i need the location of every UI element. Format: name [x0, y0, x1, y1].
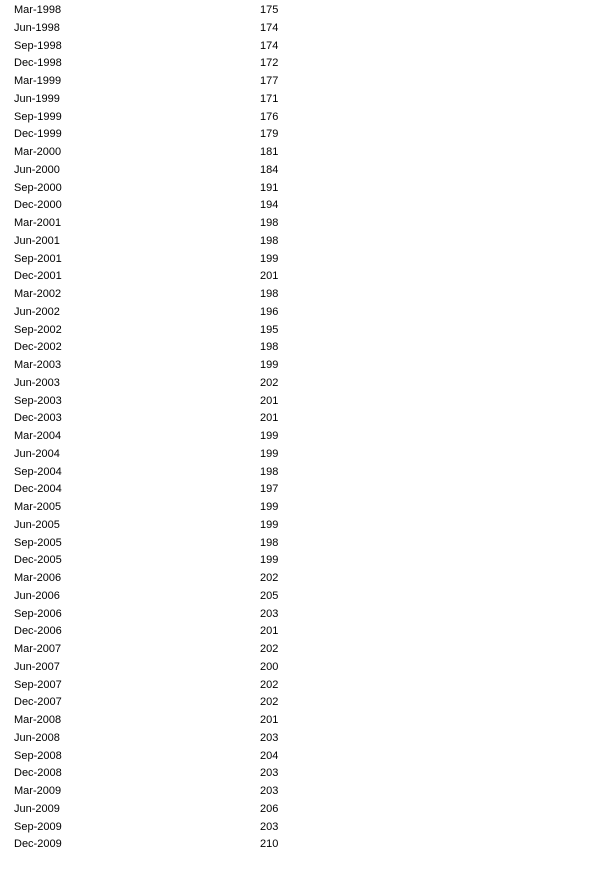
value-cell: 199 [260, 554, 279, 567]
date-cell: Mar-2009 [14, 785, 62, 797]
value-cell: 202 [260, 376, 279, 389]
value-cell: 203 [260, 820, 279, 833]
value-cell: 201 [260, 394, 279, 407]
value-cell: 174 [260, 39, 279, 52]
value-cell: 199 [260, 359, 279, 371]
date-cell: Dec-2009 [14, 838, 62, 851]
date-cell: Jun-2001 [14, 234, 60, 247]
date-cell: Dec-2002 [14, 341, 62, 354]
value-cell: 174 [260, 21, 279, 34]
value-cell: 196 [260, 305, 279, 318]
date-cell: Jun-2009 [14, 802, 60, 815]
date-cell: Sep-2008 [14, 749, 62, 762]
value-cell: 202 [260, 696, 279, 709]
date-cell: Mar-2003 [14, 359, 62, 371]
value-cell: 198 [260, 217, 279, 229]
value-cell: 199 [260, 430, 279, 442]
date-cell: Jun-2007 [14, 660, 60, 673]
date-cell: Sep-2009 [14, 820, 62, 833]
date-cell: Sep-2004 [14, 465, 62, 478]
value-cell: 181 [260, 146, 279, 158]
date-cell: Jun-2002 [14, 305, 60, 318]
date-cell: Mar-1999 [14, 75, 62, 87]
value-cell: 199 [260, 252, 279, 265]
value-cell: 203 [260, 767, 279, 780]
value-cell: 171 [260, 92, 279, 105]
date-cell: Sep-2000 [14, 181, 62, 194]
date-cell: Mar-2002 [14, 288, 62, 300]
date-cell: Sep-1999 [14, 110, 62, 123]
date-cell: Sep-2006 [14, 607, 62, 620]
value-cell: 205 [260, 589, 279, 602]
value-cell: 199 [260, 518, 279, 531]
date-cell: Jun-1999 [14, 92, 60, 105]
value-cell: 210 [260, 838, 279, 851]
value-cell: 194 [260, 199, 279, 212]
value-cell: 203 [260, 607, 279, 620]
date-cell: Mar-1998 [14, 4, 62, 16]
value-cell: 202 [260, 678, 279, 691]
value-cell: 179 [260, 128, 279, 141]
value-cell: 198 [260, 465, 279, 478]
value-cell: 191 [260, 181, 279, 194]
date-cell: Dec-2000 [14, 199, 62, 212]
date-cell: Sep-2002 [14, 323, 62, 336]
date-cell: Jun-2006 [14, 589, 60, 602]
date-cell: Sep-2005 [14, 536, 62, 549]
date-cell: Dec-1998 [14, 57, 62, 70]
date-cell: Jun-2008 [14, 731, 60, 744]
date-cell: Mar-2001 [14, 217, 62, 229]
date-cell: Mar-2005 [14, 501, 62, 513]
date-cell: Mar-2006 [14, 572, 62, 584]
value-cell: 200 [260, 660, 279, 673]
value-cell: 202 [260, 643, 279, 655]
value-cell: 176 [260, 110, 279, 123]
value-cell: 198 [260, 341, 279, 354]
value-cell: 198 [260, 234, 279, 247]
date-cell: Dec-2008 [14, 767, 62, 780]
value-cell: 199 [260, 447, 279, 460]
value-cell: 201 [260, 270, 279, 283]
date-cell: Dec-2005 [14, 554, 62, 567]
date-cell: Dec-2007 [14, 696, 62, 709]
date-cell: Sep-2003 [14, 394, 62, 407]
value-cell: 203 [260, 785, 279, 797]
value-cell: 198 [260, 288, 279, 300]
date-cell: Dec-2006 [14, 625, 62, 638]
value-cell: 199 [260, 501, 279, 513]
value-cell: 197 [260, 483, 279, 496]
date-cell: Dec-2001 [14, 270, 62, 283]
value-cell: 201 [260, 412, 279, 425]
value-cell: 175 [260, 4, 279, 16]
date-cell: Mar-2008 [14, 714, 62, 726]
date-cell: Mar-2000 [14, 146, 62, 158]
value-cell: 201 [260, 625, 279, 638]
value-cell: 195 [260, 323, 279, 336]
date-cell: Sep-2001 [14, 252, 62, 265]
date-cell: Dec-1999 [14, 128, 62, 141]
value-cell: 202 [260, 572, 279, 584]
value-cell: 204 [260, 749, 279, 762]
date-cell: Sep-1998 [14, 39, 62, 52]
date-cell: Mar-2007 [14, 643, 62, 655]
date-cell: Sep-2007 [14, 678, 62, 691]
date-cell: Dec-2004 [14, 483, 62, 496]
value-cell: 177 [260, 75, 279, 87]
date-cell: Jun-2000 [14, 163, 60, 176]
value-cell: 201 [260, 714, 279, 726]
date-cell: Mar-2004 [14, 430, 62, 442]
date-cell: Jun-1998 [14, 21, 60, 34]
value-cell: 198 [260, 536, 279, 549]
date-cell: Dec-2003 [14, 412, 62, 425]
date-cell: Jun-2004 [14, 447, 60, 460]
value-cell: 172 [260, 57, 279, 70]
value-cell: 203 [260, 731, 279, 744]
value-cell: 206 [260, 802, 279, 815]
date-cell: Jun-2005 [14, 518, 60, 531]
date-cell: Jun-2003 [14, 376, 60, 389]
value-cell: 184 [260, 163, 279, 176]
